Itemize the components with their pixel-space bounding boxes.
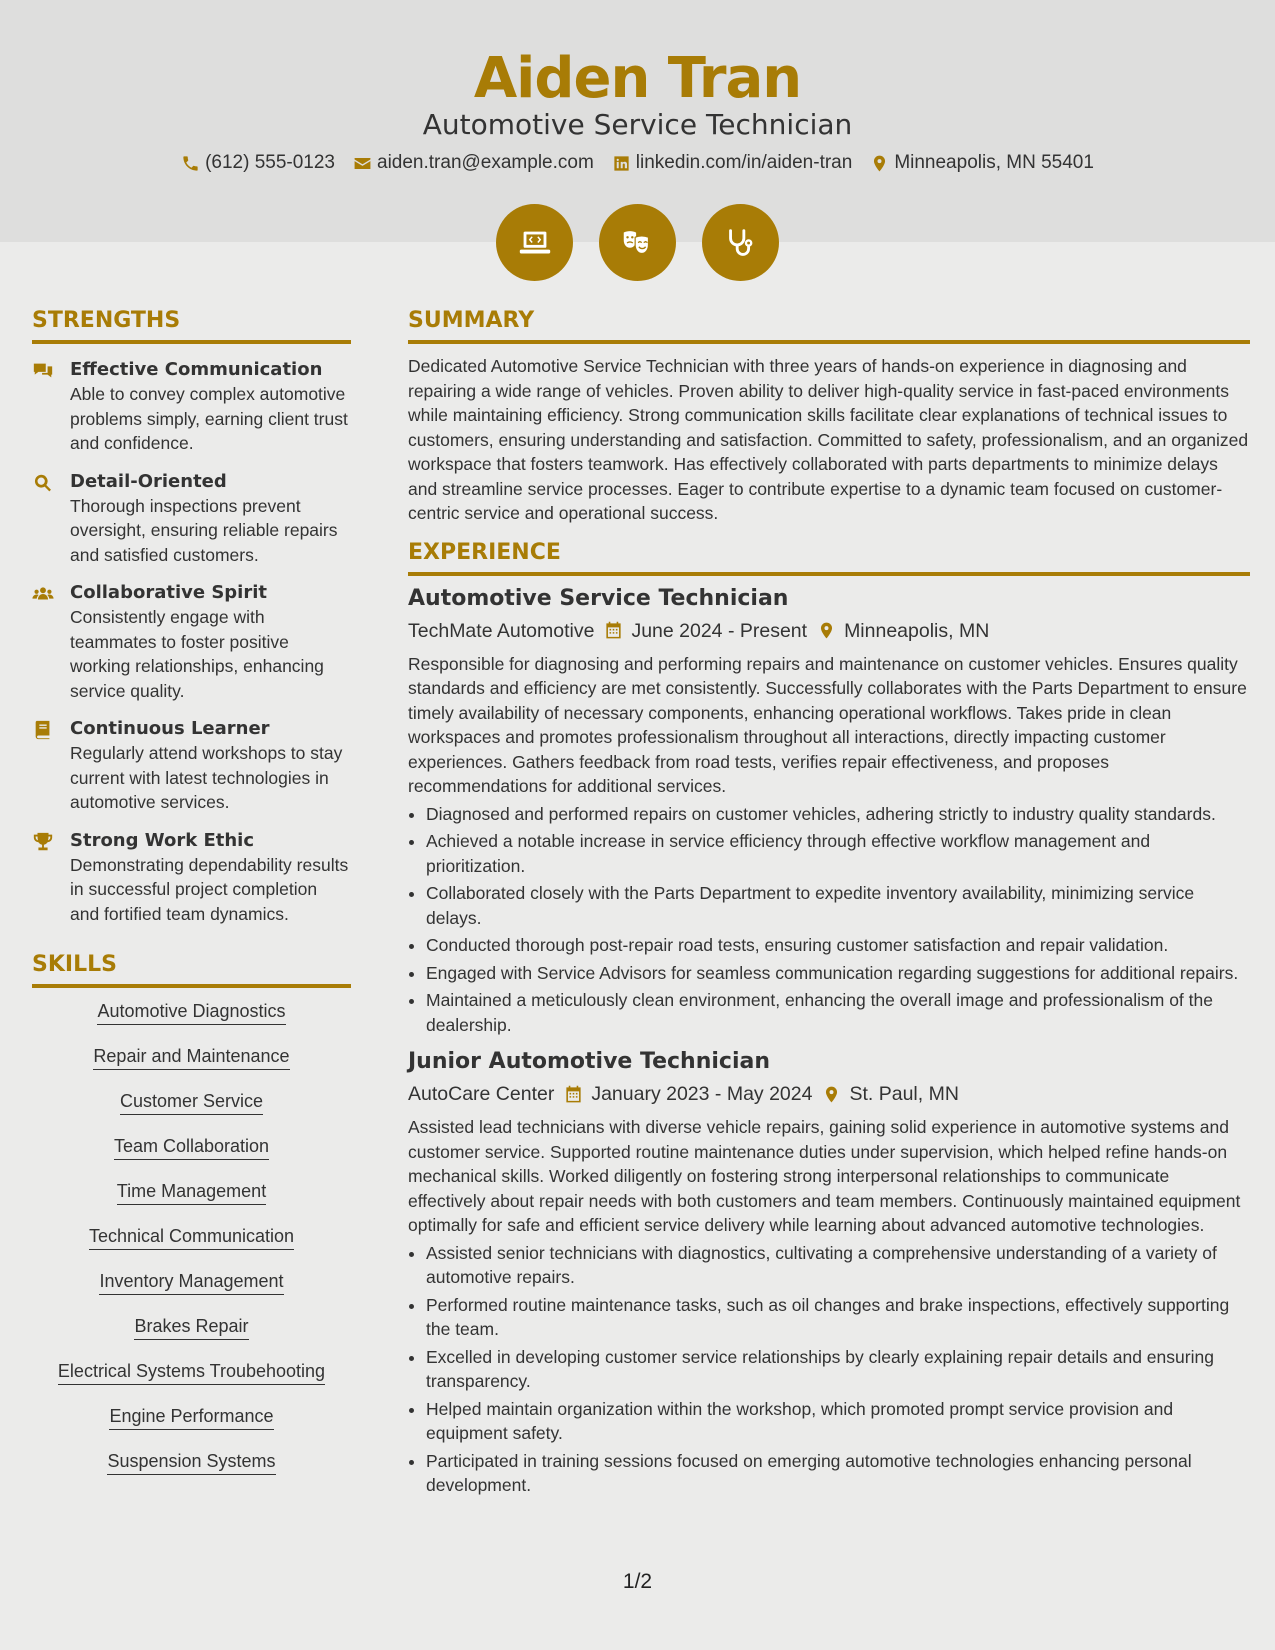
strength-item xyxy=(32,581,351,703)
contact-phone-text: (612) 555-0123 xyxy=(205,152,335,173)
job-dates: January 2023 - May 2024 xyxy=(591,1083,813,1105)
skill-tag: Suspension Systems xyxy=(107,1450,275,1475)
right-column xyxy=(408,308,1250,1498)
job-bullet: • Participated in training sessions focused on emerging automotive technologies enhancing personal development. xyxy=(426,1449,1250,1498)
contact-email[interactable] xyxy=(353,152,594,174)
stethoscope-icon xyxy=(722,224,760,262)
experience-heading: EXPERIENCE xyxy=(408,540,1250,576)
job-bullet: • Collaborated closely with the Parts Department to expedite inventory availability, minimizing service delays. xyxy=(426,881,1250,930)
skill-tag: Team Collaboration xyxy=(114,1135,269,1160)
contact-linkedin[interactable] xyxy=(612,152,853,174)
skill-tag: Repair and Maintenance xyxy=(93,1045,289,1070)
job-bullet: • Helped maintain organization within the workshop, which promoted prompt service provision and equipment safety. xyxy=(426,1397,1250,1446)
contact-location-text: Minneapolis, MN 55401 xyxy=(894,152,1094,173)
skills-list xyxy=(32,1000,351,1495)
badge-stethoscope xyxy=(702,204,779,281)
envelope-icon xyxy=(353,154,372,173)
job-company: AutoCare Center xyxy=(408,1083,555,1105)
strength-item xyxy=(32,717,351,815)
contact-email-text: aiden.tran@example.com xyxy=(377,152,594,173)
job-bullet: • Conducted thorough post-repair road tests, ensuring customer satisfaction and repair validation. xyxy=(426,933,1250,958)
job-bullet: • Engaged with Service Advisors for seamless communication regarding suggestions for additional repairs. xyxy=(426,961,1250,986)
job-description: Responsible for diagnosing and performing repairs and maintenance on customer vehicles. Ensures quality standards and efficiency are met consistently. Successfully collaborates with the Parts Department to ensure timely availability of necessary components, enhancing operational workflows. Takes pride in clean workspaces and promotes professionalism throughout all interactions, directly impacting customer experiences. Gathers feedback from road tests, verifies repair effectiveness, and proposes recommendations for additional services. xyxy=(408,653,1247,796)
job-bullet: • Diagnosed and performed repairs on customer vehicles, adhering strictly to industry quality standards. xyxy=(426,802,1250,827)
skill-tag: Electrical Systems Troubehooting xyxy=(58,1360,325,1385)
strength-desc: Thorough inspections prevent oversight, ensuring reliable repairs and satisfied customers. xyxy=(70,495,338,565)
strength-name: Strong Work Ethic xyxy=(70,829,255,851)
contact-bar xyxy=(0,152,1275,174)
job-location: Minneapolis, MN xyxy=(844,619,990,642)
strength-desc: Regularly attend workshops to stay current with latest technologies in automotive services. xyxy=(70,743,343,812)
badge-laptop-code xyxy=(496,204,573,281)
job-meta xyxy=(408,616,1250,646)
strength-desc: Able to convey complex automotive problems simply, earning client trust and confidence. xyxy=(70,384,348,453)
job-entry xyxy=(408,1047,1250,1498)
theater-masks-icon xyxy=(619,224,657,262)
job-company: TechMate Automotive xyxy=(408,619,595,642)
laptop-code-icon xyxy=(516,224,554,262)
job-dates: June 2024 - Present xyxy=(631,619,808,642)
trophy-icon xyxy=(32,831,54,853)
skill-tag: Inventory Management xyxy=(99,1270,283,1295)
skill-tag: Brakes Repair xyxy=(134,1315,248,1340)
job-description: Assisted lead technicians with diverse vehicle repairs, gaining solid experience in automotive systems and customer service. Supported routine maintenance duties under supervision, which helped refine hands-on mechanical skills. Worked diligently on fostering strong interpersonal relationships to communicate effectively about repair needs with both customers and team members. Continuously maintained equipment optimally for safe and efficient service delivery while learning about advanced automotive technologies. xyxy=(408,1117,1241,1235)
strength-item xyxy=(32,358,351,456)
contact-location xyxy=(870,152,1094,174)
page-number: 1/2 xyxy=(622,1570,653,1593)
job-meta xyxy=(408,1079,1250,1109)
users-icon xyxy=(32,583,54,605)
strength-name: Continuous Learner xyxy=(70,718,270,739)
contact-linkedin-text: linkedin.com/in/aiden-tran xyxy=(635,152,853,173)
left-column xyxy=(32,308,351,1495)
strengths-heading: STRENGTHS xyxy=(32,308,351,344)
book-icon xyxy=(32,719,54,741)
summary-text: Dedicated Automotive Service Technician with three years of hands-on experience in diagnosing and repairing a wide range of vehicles. Proven ability to deliver high-quality service in fast-paced environments while maintaining efficiency. Strong communication skills facilitate clear explanations of technical issues to customers, ensuring understanding and satisfaction. Committed to safety, professionalism, and an organized workspace that fosters teamwork. Has effectively collaborated with parts departments to minimize delays and streamline service processes. Eager to contribute expertise to a dynamic team focused on customer-centric service and operational success. xyxy=(408,356,1249,523)
comments-icon xyxy=(32,360,54,382)
job-location: St. Paul, MN xyxy=(849,1083,959,1105)
skill-tag: Customer Service xyxy=(120,1090,263,1115)
strength-name: Detail-Oriented xyxy=(70,470,227,492)
skill-tag: Automotive Diagnostics xyxy=(97,1000,285,1025)
job-bullet: • Assisted senior technicians with diagnostics, cultivating a comprehensive understanding of a variety of automotive repairs. xyxy=(426,1241,1250,1290)
job-bullet: • Achieved a notable increase in service efficiency through effective workflow management and prioritization. xyxy=(426,829,1250,878)
skill-tag: Time Management xyxy=(117,1180,266,1205)
job-title: Junior Automotive Technician xyxy=(408,1049,771,1074)
contact-phone[interactable] xyxy=(181,152,335,174)
phone-icon xyxy=(181,154,200,173)
skill-tag: Technical Communication xyxy=(89,1225,294,1250)
job-bullet: • Performed routine maintenance tasks, such as oil changes and brake inspections, effectively supporting the team. xyxy=(426,1293,1250,1342)
calendar-icon xyxy=(564,1085,583,1104)
linkedin-icon xyxy=(612,154,631,173)
summary-heading: SUMMARY xyxy=(408,308,1250,344)
job-bullet: • Excelled in developing customer service relationships by clearly explaining repair details and ensuring transparency. xyxy=(426,1345,1250,1394)
badge-theater-masks xyxy=(599,204,676,281)
search-icon xyxy=(32,472,54,494)
job-title: Automotive Service Technician xyxy=(408,585,789,611)
strength-desc: Consistently engage with teammates to foster positive working relationships, enhancing service quality. xyxy=(70,607,324,701)
candidate-name: Aiden Tran xyxy=(473,46,802,111)
job-bullet: • Maintained a meticulously clean environment, enhancing the overall image and professionalism of the dealership. xyxy=(426,988,1250,1037)
candidate-title: Automotive Service Technician xyxy=(422,108,853,141)
skill-tag: Engine Performance xyxy=(109,1405,273,1430)
strength-item xyxy=(32,829,351,927)
calendar-icon xyxy=(604,621,623,640)
map-marker-icon xyxy=(817,621,836,640)
skills-heading: SKILLS xyxy=(32,952,351,988)
strength-desc: Demonstrating dependability results in successful project completion and fortified team dynamics. xyxy=(70,854,349,924)
map-marker-icon xyxy=(870,154,889,173)
strength-name: Effective Communication xyxy=(70,359,323,380)
badge-row xyxy=(0,204,1275,281)
job-bullets xyxy=(426,802,1250,1038)
strength-item xyxy=(32,470,351,568)
job-entry xyxy=(408,584,1250,1038)
strength-name: Collaborative Spirit xyxy=(70,582,267,603)
job-bullets xyxy=(426,1241,1250,1498)
map-marker-icon xyxy=(822,1085,841,1104)
